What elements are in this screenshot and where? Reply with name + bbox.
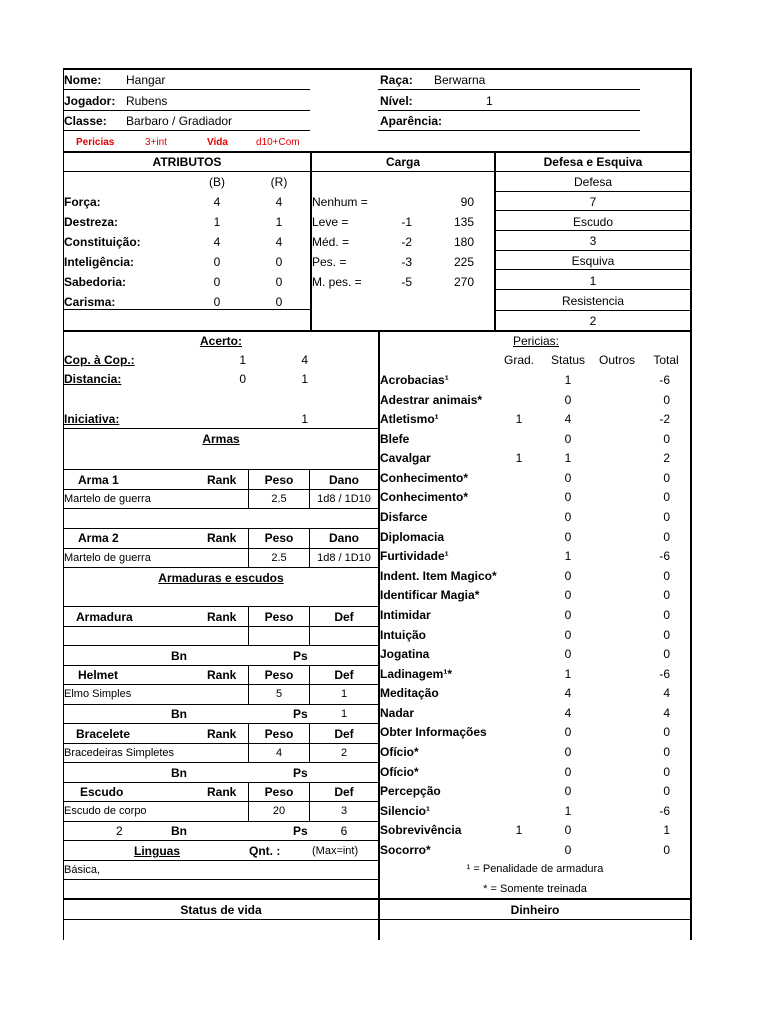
- pericia-name: Disfarce: [380, 510, 428, 525]
- atributo-name: Inteligência:: [64, 255, 135, 269]
- pericia-total: 4: [663, 705, 670, 720]
- nivel-label: Nível:: [380, 94, 413, 108]
- helmet-def-header: Def: [334, 668, 354, 682]
- pericia-name: Adestrar animais*: [380, 392, 483, 407]
- helmet-def[interactable]: 1: [340, 688, 348, 700]
- pericia-status: 4: [564, 705, 572, 720]
- atributo-r-value[interactable]: 1: [275, 215, 283, 229]
- defesa-cell: Escudo: [572, 214, 614, 229]
- arma1-label: Arma 1: [78, 473, 119, 487]
- pericia-status: 0: [564, 588, 572, 603]
- escudo-name[interactable]: Escudo de corpo: [64, 805, 147, 817]
- pericia-total: 0: [663, 745, 670, 760]
- pericia-grad[interactable]: 1: [515, 451, 523, 466]
- pericia-total: -6: [659, 666, 670, 681]
- pericia-status: 0: [564, 823, 572, 838]
- pericia-total: -6: [659, 549, 670, 564]
- cop-value-b[interactable]: 4: [301, 353, 308, 367]
- helmet-ps-value[interactable]: 1: [340, 708, 348, 720]
- pericia-total: 4: [663, 686, 670, 701]
- outer-top-border: [63, 68, 691, 70]
- armadura-label: Armadura: [76, 610, 133, 624]
- pericia-total: 0: [663, 725, 670, 740]
- pericia-total: 0: [663, 764, 670, 779]
- atributo-b-value[interactable]: 1: [213, 215, 221, 229]
- pericias-note-armor: ¹ = Penalidade de armadura: [466, 863, 604, 875]
- pericia-status: 0: [564, 647, 572, 662]
- arma1-rank-header: Rank: [207, 473, 237, 487]
- pericia-name: Atletismo¹: [380, 412, 439, 427]
- atributo-b-value[interactable]: 0: [213, 295, 221, 309]
- pericia-name: Diplomacia: [380, 529, 445, 544]
- pericia-name: Ofício*: [380, 764, 419, 779]
- carga-label: Méd. =: [312, 235, 350, 249]
- armaduras-title: Armaduras e escudos: [158, 571, 284, 585]
- vida-rule-value: d10+Com: [256, 137, 300, 148]
- defesa-cell: Resistencia: [561, 293, 625, 308]
- pericias-rule-label: Pericias: [76, 137, 115, 148]
- dinheiro-title: Dinheiro: [510, 903, 560, 917]
- raca-value[interactable]: Berwarna: [434, 73, 486, 87]
- escudo-peso-header: Peso: [264, 785, 294, 799]
- arma2-peso-header: Peso: [264, 531, 294, 545]
- helmet-rank-header: Rank: [207, 668, 237, 682]
- linguas-qnt-label: Qnt. :: [249, 844, 281, 858]
- classe-value[interactable]: Barbaro / Gradiador: [126, 114, 233, 128]
- atributo-r-value[interactable]: 0: [275, 255, 283, 269]
- linguas-max-label: (Max=int): [312, 845, 359, 857]
- atributo-name: Sabedoria:: [64, 275, 127, 289]
- atributo-name: Destreza:: [64, 215, 119, 229]
- bracelete-rank-header: Rank: [207, 727, 237, 741]
- carga-mod: -5: [401, 275, 412, 289]
- escudo-peso[interactable]: 20: [272, 805, 286, 817]
- pericia-total: 0: [663, 392, 670, 407]
- cop-value-a[interactable]: 1: [239, 353, 246, 367]
- atributo-r-value[interactable]: 4: [275, 235, 283, 249]
- helmet-name[interactable]: Elmo Simples: [64, 688, 132, 700]
- pericia-name: Silencio¹: [380, 803, 431, 818]
- carga-value[interactable]: 135: [453, 215, 474, 229]
- cop-label: Cop. à Cop.:: [64, 353, 135, 367]
- pericia-grad[interactable]: 1: [515, 823, 523, 838]
- pericia-total: 0: [663, 510, 670, 525]
- pericia-total: 2: [663, 451, 670, 466]
- atributos-col-r: (R): [270, 175, 288, 189]
- carga-label: Pes. =: [312, 255, 347, 269]
- atributos-title: ATRIBUTOS: [152, 155, 222, 169]
- defesa-cell: Defesa: [573, 175, 613, 189]
- nivel-value[interactable]: 1: [486, 94, 493, 108]
- escudo-def[interactable]: 3: [340, 805, 348, 817]
- carga-value[interactable]: 270: [453, 275, 474, 289]
- armas-title: Armas: [202, 432, 240, 446]
- pericia-total: 0: [663, 470, 670, 485]
- armadura-def-header: Def: [334, 610, 354, 624]
- defesa-cell[interactable]: 7: [589, 194, 597, 209]
- jogador-value[interactable]: Rubens: [126, 94, 168, 108]
- armadura-peso-header: Peso: [264, 610, 294, 624]
- pericia-total: 0: [663, 588, 670, 603]
- pericia-total: -2: [659, 412, 670, 427]
- pericia-name: Ladinagem¹*: [380, 666, 453, 681]
- helmet-label: Helmet: [78, 668, 119, 682]
- helmet-peso-header: Peso: [264, 668, 294, 682]
- helmet-peso[interactable]: 5: [275, 688, 283, 700]
- pericia-total: -6: [659, 373, 670, 387]
- escudo-label: Escudo: [80, 785, 124, 799]
- arma2-name[interactable]: Martelo de guerra: [64, 552, 151, 564]
- atributo-name: Constituição:: [64, 235, 141, 249]
- pericia-status: 0: [564, 725, 572, 740]
- bracelete-def[interactable]: 2: [340, 747, 348, 759]
- carga-label: Nenhum =: [312, 195, 368, 209]
- pericia-name: Cavalgar: [380, 451, 431, 466]
- pericia-name: Acrobacias¹: [380, 373, 449, 387]
- armadura-bn-label: Bn: [171, 649, 187, 663]
- defesa-cell: Esquiva: [571, 254, 615, 269]
- iniciativa-label: Iniciativa:: [64, 412, 120, 426]
- helmet-bn-label: Bn: [171, 707, 187, 721]
- escudo-def-header: Def: [334, 785, 354, 799]
- pericias-col-outros: Outros: [598, 353, 635, 367]
- arma1-dano[interactable]: 1d8 / 1D10: [317, 493, 371, 505]
- pericia-name: Intimidar: [380, 607, 431, 622]
- bracelete-ps-label: Ps: [293, 766, 308, 780]
- bracelete-bn-label: Bn: [171, 766, 187, 780]
- pericia-status: 0: [564, 490, 572, 505]
- atributo-b-value[interactable]: 0: [213, 275, 221, 289]
- carga-label: Leve =: [312, 215, 349, 229]
- pericia-status: 0: [564, 510, 572, 525]
- pericia-status: 0: [564, 607, 572, 622]
- bracelete-name[interactable]: Bracedeiras Simpletes: [64, 747, 175, 759]
- carga-mod: -1: [401, 215, 412, 229]
- dist-value-b[interactable]: 1: [301, 372, 308, 386]
- pericia-name: Ofício*: [380, 745, 419, 760]
- pericia-status: 0: [564, 764, 572, 779]
- pericia-name: Indent. Item Magico*: [380, 568, 497, 583]
- pericia-total: 0: [663, 647, 670, 662]
- pericia-name: Identificar Magia*: [380, 588, 480, 603]
- arma2-dano-header: Dano: [329, 531, 359, 545]
- pericia-status: 0: [564, 431, 572, 446]
- pericia-status: 1: [564, 666, 572, 681]
- aparencia-label: Aparência:: [380, 114, 443, 128]
- vida-rule-label: Vida: [207, 137, 228, 148]
- acerto-title: Acerto:: [199, 334, 242, 348]
- status-vida-title: Status de vida: [180, 903, 262, 917]
- arma2-dano[interactable]: 1d8 / 1D10: [317, 552, 371, 564]
- outer-right-border: [690, 68, 692, 940]
- atributo-b-value[interactable]: 4: [213, 195, 221, 209]
- raca-label: Raça:: [380, 73, 413, 87]
- pericia-status: 0: [564, 745, 572, 760]
- escudo-ps-value[interactable]: 6: [340, 824, 348, 838]
- pericia-status: 4: [564, 686, 572, 701]
- pericia-total: 0: [663, 842, 670, 857]
- atributo-b-value[interactable]: 4: [213, 235, 221, 249]
- carga-mod: -3: [401, 255, 412, 269]
- escudo-rank-header: Rank: [207, 785, 237, 799]
- arma2-peso[interactable]: 2.5: [271, 552, 287, 564]
- arma1-dano-header: Dano: [329, 473, 359, 487]
- pericia-total: 1: [663, 823, 670, 838]
- pericia-total: 0: [663, 607, 670, 622]
- atributo-r-value[interactable]: 0: [275, 295, 283, 309]
- atributo-name: Força:: [64, 195, 101, 209]
- pericia-name: Furtividade¹: [380, 549, 449, 564]
- pericia-name: Conhecimento*: [380, 470, 469, 485]
- escudo-bn-label: Bn: [171, 824, 187, 838]
- pericia-name: Conhecimento*: [380, 490, 469, 505]
- pericia-status: 1: [564, 373, 572, 387]
- carga-title: Carga: [385, 155, 420, 169]
- linguas-title: Linguas: [134, 844, 181, 858]
- pericias-col-total: Total: [653, 353, 679, 367]
- iniciativa-value[interactable]: 1: [301, 412, 308, 426]
- pericias-note-trained: * = Somente treinada: [483, 883, 587, 895]
- pericia-name: Meditação: [380, 686, 439, 701]
- pericia-status: 0: [564, 784, 572, 799]
- pericias-rule-value: 3+int: [145, 137, 167, 148]
- classe-label: Classe:: [64, 114, 107, 128]
- bracelete-def-header: Def: [334, 727, 354, 741]
- atributo-r-value[interactable]: 4: [275, 195, 283, 209]
- dist-value-a[interactable]: 0: [239, 372, 246, 386]
- defesa-cell[interactable]: 3: [589, 234, 597, 249]
- atributo-r-value[interactable]: 0: [275, 275, 283, 289]
- pericia-name: Obter Informações: [380, 725, 487, 740]
- pericia-total: 0: [663, 431, 670, 446]
- pericia-status: 0: [564, 842, 572, 857]
- distancia-label: Distancia:: [64, 372, 122, 386]
- pericia-name: Intuição: [380, 627, 427, 642]
- defesa-cell[interactable]: 2: [589, 313, 597, 328]
- armadura-rank-header: Rank: [207, 610, 237, 624]
- arma1-peso[interactable]: 2.5: [271, 493, 287, 505]
- pericia-total: -6: [659, 803, 670, 818]
- carga-label: M. pes. =: [312, 275, 362, 289]
- pericia-name: Nadar: [380, 705, 415, 720]
- arma1-peso-header: Peso: [264, 473, 294, 487]
- carga-value[interactable]: 225: [453, 255, 474, 269]
- escudo-ps-label: Ps: [293, 824, 308, 838]
- atributos-col-b: (B): [209, 175, 225, 189]
- helmet-ps-label: Ps: [293, 707, 308, 721]
- pericia-total: 0: [663, 529, 670, 544]
- carga-value[interactable]: 90: [460, 195, 474, 209]
- carga-value[interactable]: 180: [453, 235, 474, 249]
- defesa-title: Defesa e Esquiva: [543, 155, 643, 169]
- pericia-status: 1: [564, 803, 572, 818]
- pericia-name: Socorro*: [380, 842, 431, 857]
- bracelete-peso-header: Peso: [264, 727, 294, 741]
- pericia-name: Blefe: [380, 431, 410, 446]
- atributo-b-value[interactable]: 0: [213, 255, 221, 269]
- pericia-status: 1: [564, 549, 572, 564]
- defesa-cell[interactable]: 1: [589, 274, 597, 288]
- armadura-ps-label: Ps: [293, 649, 308, 663]
- escudo-bn-count[interactable]: 2: [116, 824, 123, 838]
- pericia-grad[interactable]: 1: [515, 412, 523, 427]
- pericia-total: 0: [663, 784, 670, 799]
- pericia-status: 1: [564, 451, 572, 466]
- arma2-label: Arma 2: [78, 531, 119, 545]
- nome-value[interactable]: Hangar: [126, 73, 166, 87]
- pericia-status: 0: [564, 529, 572, 544]
- pericias-col-status: Status: [550, 353, 586, 367]
- bracelete-label: Bracelete: [76, 727, 131, 741]
- pericia-name: Percepção: [380, 784, 441, 799]
- pericia-total: 0: [663, 490, 670, 505]
- pericia-status: 4: [564, 412, 572, 427]
- arma2-rank-header: Rank: [207, 531, 237, 545]
- pericia-name: Sobrevivência: [380, 823, 462, 838]
- linguas-value[interactable]: Básica,: [64, 864, 101, 876]
- pericia-status: 0: [564, 392, 572, 407]
- arma1-name[interactable]: Martelo de guerra: [64, 493, 151, 505]
- pericia-total: 0: [663, 568, 670, 583]
- pericia-status: 0: [564, 470, 572, 485]
- pericias-col-grad: Grad.: [503, 353, 534, 367]
- pericia-status: 0: [564, 627, 572, 642]
- pericia-total: 0: [663, 627, 670, 642]
- pericia-name: Jogatina: [380, 647, 430, 662]
- jogador-label: Jogador:: [64, 94, 116, 108]
- carga-mod: -2: [401, 235, 412, 249]
- nome-label: Nome:: [64, 73, 102, 87]
- pericia-status: 0: [564, 568, 572, 583]
- bracelete-peso[interactable]: 4: [275, 747, 283, 759]
- pericias-title: Pericias:: [512, 334, 559, 348]
- atributo-name: Carisma:: [64, 295, 116, 309]
